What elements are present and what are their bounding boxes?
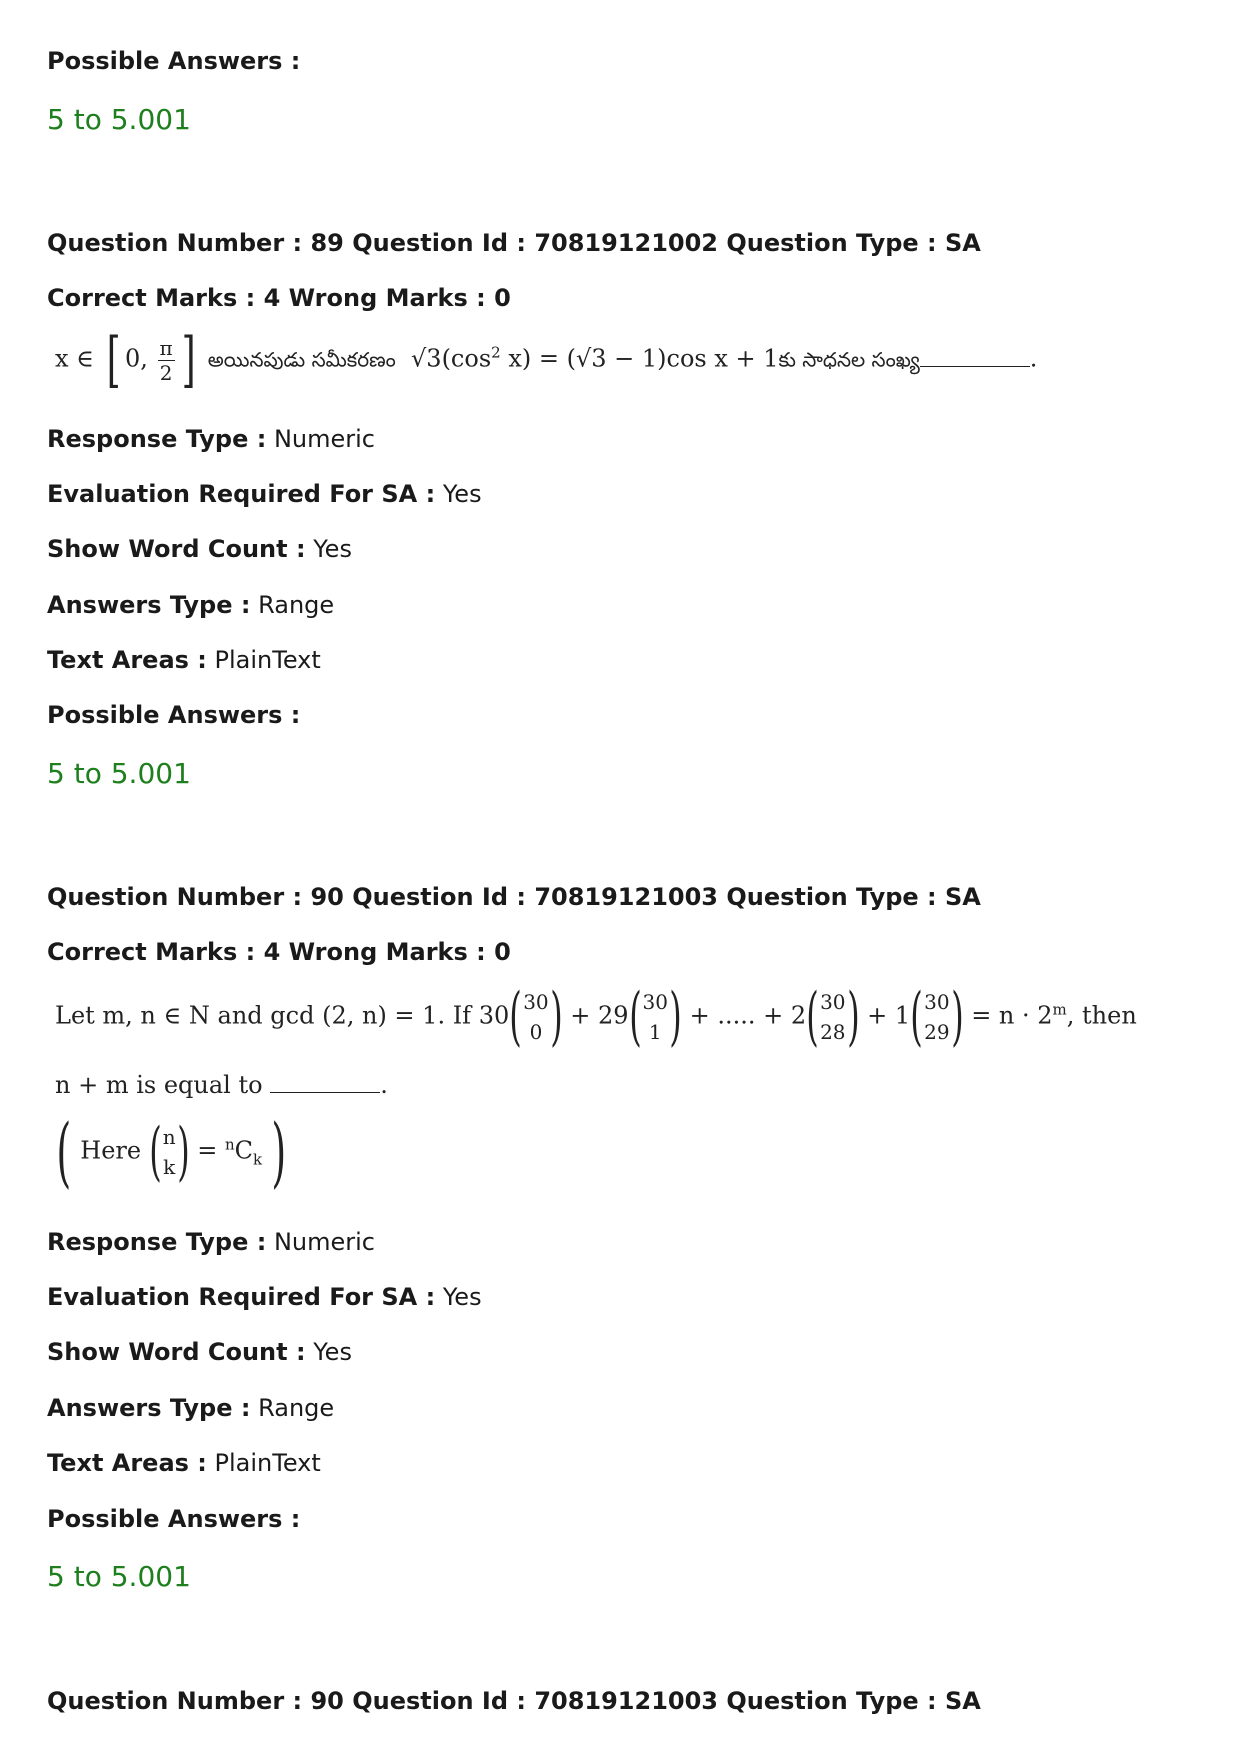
answers-type-label: Answers Type : xyxy=(47,1394,251,1422)
answers-type-row xyxy=(47,590,334,620)
question-header: Question Number : 90 Question Id : 70819121003 Question Type : SA xyxy=(47,1687,981,1715)
answers-type-row xyxy=(47,1393,334,1423)
text-areas-label: Text Areas : xyxy=(47,646,207,674)
response-type-label: Response Type : xyxy=(47,1228,267,1256)
binom-top: 30 xyxy=(642,990,668,1014)
word-count-label: Show Word Count : xyxy=(47,535,306,563)
answer-blank xyxy=(270,1070,380,1093)
possible-answer: 5 to 5.001 xyxy=(47,1560,191,1593)
possible-answers-label: Possible Answers : xyxy=(47,47,301,75)
math-binom-30-28 xyxy=(820,987,845,1047)
math-equals: = xyxy=(197,1136,218,1165)
math-telugu-1: అయినపుడు సమీకరణం xyxy=(207,347,396,372)
binom-top: n xyxy=(162,1125,176,1149)
math-paren-close: ) xyxy=(669,980,682,1054)
math-telugu-2: కు సాధనల సంఖ్య xyxy=(778,347,920,372)
response-type-row xyxy=(47,1227,375,1257)
evaluation-label: Evaluation Required For SA : xyxy=(47,480,436,508)
math-x-in: x ∈ xyxy=(55,344,94,373)
math-paren-open: ( xyxy=(806,980,819,1054)
word-count-value: Yes xyxy=(313,1338,352,1366)
math-term-6: , then xyxy=(1066,1001,1137,1030)
word-count-value: Yes xyxy=(313,535,352,563)
math-sub-k: k xyxy=(253,1150,263,1169)
evaluation-label: Evaluation Required For SA : xyxy=(47,1283,436,1311)
math-term-4: + 1 xyxy=(867,1001,911,1030)
math-equation: √3(cos xyxy=(411,344,492,373)
evaluation-value: Yes xyxy=(442,480,482,508)
answer-blank xyxy=(920,344,1030,367)
binom-bottom: 1 xyxy=(648,1020,662,1044)
math-term-5: = n · 2 xyxy=(971,1001,1053,1030)
text-areas-value: PlainText xyxy=(214,1449,321,1477)
math-c: C xyxy=(234,1136,254,1165)
evaluation-value: Yes xyxy=(442,1283,482,1311)
math-term-2: + 29 xyxy=(570,1001,629,1030)
possible-answers-label: Possible Answers : xyxy=(47,701,301,729)
math-binom-n-k xyxy=(163,1122,176,1182)
question-header: Question Number : 89 Question Id : 70819121002 Question Type : SA xyxy=(47,229,981,257)
math-equation-rest: x) = (√3 − 1)cos x + 1 xyxy=(500,344,779,373)
binom-bottom: k xyxy=(163,1155,176,1179)
math-here: Here xyxy=(80,1136,142,1165)
evaluation-row xyxy=(47,1282,482,1312)
answers-type-value: Range xyxy=(258,591,335,619)
math-binom-30-1 xyxy=(643,987,668,1047)
math-open-bracket: [ xyxy=(106,325,121,395)
question-header: Question Number : 90 Question Id : 70819121003 Question Type : SA xyxy=(47,883,981,911)
math-paren-close: ) xyxy=(846,980,860,1054)
word-count-row xyxy=(47,534,352,564)
text-areas-value: PlainText xyxy=(214,646,321,674)
possible-answer: 5 to 5.001 xyxy=(47,103,191,136)
math-pi: π xyxy=(159,335,173,360)
math-paren-open: ( xyxy=(628,980,642,1054)
math-paren-open: ( xyxy=(509,980,522,1054)
math-close-bracket: ] xyxy=(181,325,196,395)
math-line-2: n + m is equal to xyxy=(55,1071,263,1099)
math-paren-open: ( xyxy=(148,1115,162,1189)
question-89-text: x ∈ [ 0, $\frac{\pi}{2}$ ] అయినపుడు సమీకరణం $√3(\cos^2$ x) = (√3 − 1)cos x + 1కు సాధనల సంఖ్య . xyxy=(55,325,1038,395)
binom-top: 30 xyxy=(820,990,846,1014)
math-paren-close: ) xyxy=(271,1107,286,1196)
math-paren-open: ( xyxy=(910,980,923,1054)
binom-top: 30 xyxy=(924,990,950,1014)
math-square: 2 xyxy=(491,343,501,362)
math-interval-start: 0, xyxy=(125,344,148,373)
math-paren-open: ( xyxy=(56,1107,72,1196)
answers-type-value: Range xyxy=(258,1394,335,1422)
binom-bottom: 29 xyxy=(924,1020,950,1044)
question-90-note xyxy=(55,1107,287,1196)
math-intro: Let m, n ∈ N and gcd (2, n) = 1. If 30 xyxy=(55,1001,510,1030)
math-pi-over-2 xyxy=(158,336,175,385)
question-90-text-line-1 xyxy=(55,980,1137,1054)
word-count-label: Show Word Count : xyxy=(47,1338,306,1366)
question-marks: Correct Marks : 4 Wrong Marks : 0 xyxy=(47,284,511,312)
math-paren-close: ) xyxy=(950,980,964,1054)
answers-type-label: Answers Type : xyxy=(47,591,251,619)
response-type-label: Response Type : xyxy=(47,425,267,453)
text-areas-row xyxy=(47,645,321,675)
math-binom-30-29 xyxy=(924,987,949,1047)
math-two: 2 xyxy=(159,360,173,385)
text-areas-row xyxy=(47,1448,321,1478)
question-marks: Correct Marks : 4 Wrong Marks : 0 xyxy=(47,938,511,966)
math-binom-30-0 xyxy=(523,987,548,1047)
possible-answers-label: Possible Answers : xyxy=(47,1505,301,1533)
text-areas-label: Text Areas : xyxy=(47,1449,207,1477)
math-term-3: + ..... + 2 xyxy=(689,1001,807,1030)
math-paren-close: ) xyxy=(176,1115,190,1189)
math-paren-close: ) xyxy=(549,980,563,1054)
binom-top: 30 xyxy=(523,990,549,1014)
possible-answer: 5 to 5.001 xyxy=(47,757,191,790)
response-type-row xyxy=(47,424,375,454)
response-type-value: Numeric xyxy=(273,425,375,453)
binom-bottom: 0 xyxy=(529,1020,543,1044)
question-90-text-line-2: n + m is equal to . xyxy=(55,1071,388,1099)
word-count-row xyxy=(47,1337,352,1367)
response-type-value: Numeric xyxy=(273,1228,375,1256)
binom-bottom: 28 xyxy=(820,1020,846,1044)
evaluation-row xyxy=(47,479,482,509)
math-sup-n: n xyxy=(224,1135,235,1154)
math-exp-m: m xyxy=(1052,1000,1067,1019)
